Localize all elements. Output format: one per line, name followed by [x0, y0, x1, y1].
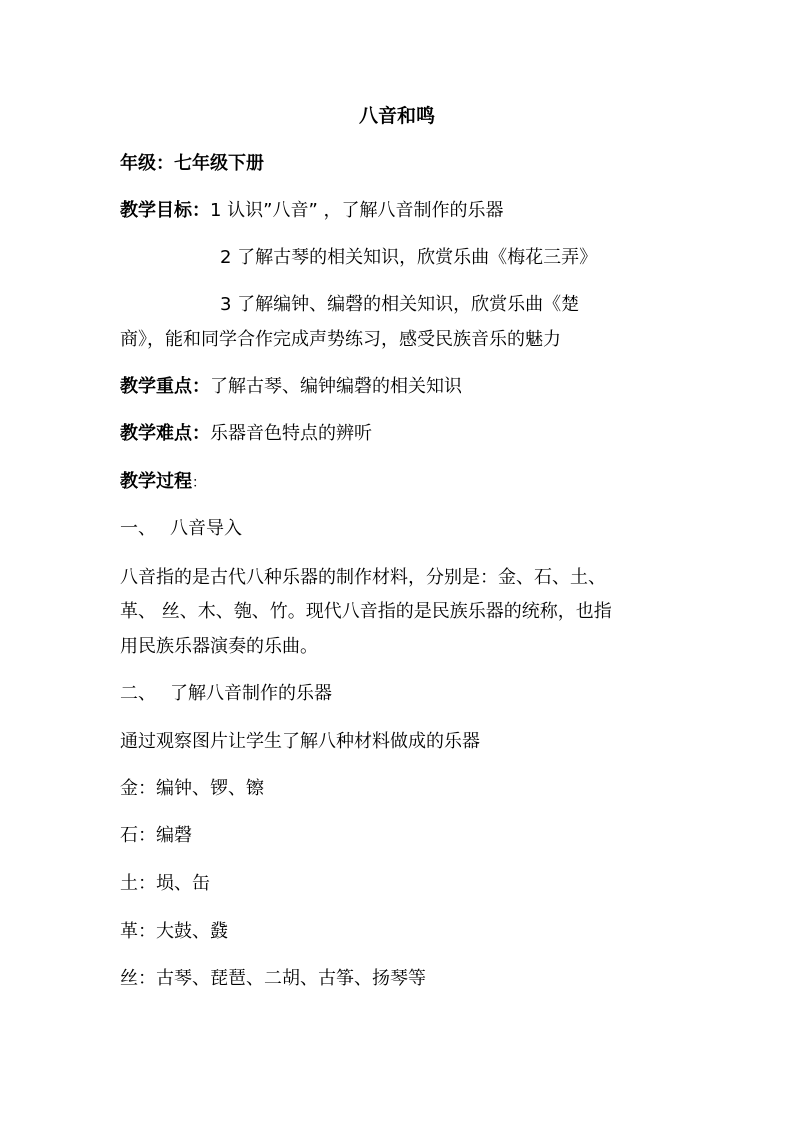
section-2-number: 二、	[120, 683, 156, 704]
process-colon: ：	[192, 475, 206, 491]
objectives-label: 教学目标：	[120, 200, 210, 221]
objectives-line-1	[120, 199, 504, 223]
difficulties-label: 教学难点：	[120, 423, 210, 444]
section-1-para-line-1: 八音指的是古代八种乐器的制作材料，分别是：金、石、土、	[120, 567, 606, 588]
process-label: 教学过程	[120, 471, 192, 492]
section-2-heading	[120, 682, 332, 706]
section-2-intro: 通过观察图片让学生了解八种材料做成的乐器	[120, 731, 480, 752]
objective-item-1: 1 认识”八音” ，了解八音制作的乐器	[210, 200, 504, 221]
list-item: 丝：古琴、琵琶、二胡、古筝、扬琴等	[120, 968, 426, 989]
process-line	[120, 470, 206, 495]
objective-item-3-line-1: 3 了解编钟、编磬的相关知识，欣赏乐曲《楚	[220, 294, 580, 315]
difficulties-value: 乐器音色特点的辨听	[210, 423, 372, 444]
grade-value: 七年级下册	[174, 153, 264, 174]
difficulties-line	[120, 422, 372, 446]
objective-item-3-line-2: 商》，能和同学合作完成声势练习，感受民族音乐的魅力	[120, 329, 561, 350]
section-1-heading	[120, 517, 242, 541]
grade-line	[120, 152, 264, 176]
section-1-para-line-2: 革、 丝、木、匏、竹。现代八音指的是民族乐器的统称，也指	[120, 601, 612, 622]
list-item: 石：编磬	[120, 825, 192, 846]
list-item: 土：埙、缶	[120, 873, 210, 894]
section-2-title: 了解八音制作的乐器	[170, 683, 332, 704]
objective-item-2: 2 了解古琴的相关知识，欣赏乐曲《梅花三弄》	[220, 247, 598, 268]
list-item: 金：编钟、锣、镲	[120, 778, 264, 799]
document-title: 八音和鸣	[358, 105, 435, 127]
section-1-para-line-3: 用民族乐器演奏的乐曲。	[120, 636, 318, 657]
grade-label: 年级：	[120, 153, 174, 174]
section-1-number: 一、	[120, 518, 156, 539]
key-points-line	[120, 375, 462, 399]
section-1-title: 八音导入	[170, 518, 242, 539]
list-item: 革：大鼓、鼗	[120, 921, 228, 942]
key-points-value: 了解古琴、编钟编磬的相关知识	[210, 376, 462, 397]
key-points-label: 教学重点：	[120, 376, 210, 397]
